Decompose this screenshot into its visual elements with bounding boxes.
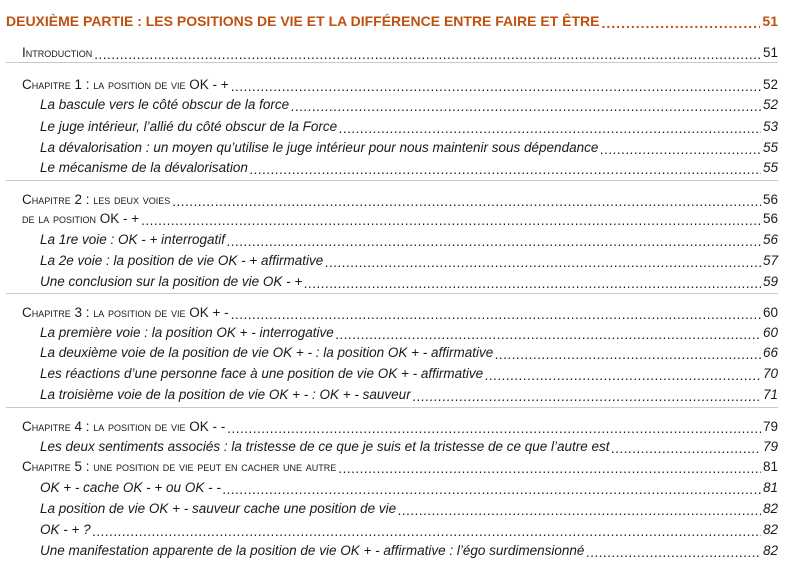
page-number: 82	[762, 522, 778, 537]
toc-entry-section[interactable]	[40, 250, 778, 270]
dot-leader	[304, 275, 761, 291]
page-number: 57	[762, 253, 778, 268]
dot-leader	[227, 420, 761, 436]
toc-entry-section[interactable]	[40, 157, 778, 177]
toc-entry-label: Chapitre 4 : la position de vie OK - -	[22, 419, 226, 434]
toc-entry-chapter-5[interactable]	[22, 456, 778, 476]
dot-leader	[338, 460, 761, 476]
toc-entry-label: Chapitre 1 : la position de vie OK - +	[22, 77, 229, 92]
toc-entry-section[interactable]	[40, 519, 778, 539]
page-number: 56	[762, 211, 778, 226]
toc-entry-section[interactable]	[40, 477, 778, 497]
toc-part-heading[interactable]	[6, 10, 778, 30]
toc-entry-section[interactable]	[40, 229, 778, 249]
dot-leader	[485, 367, 761, 383]
toc-entry-label: Les réactions d’une personne face à une position de vie OK + - affirmative	[40, 366, 484, 381]
page-number: 52	[762, 97, 778, 112]
dot-leader	[231, 78, 761, 94]
page-number: 82	[762, 543, 778, 558]
toc-entry-label: OK - + ?	[40, 522, 91, 537]
toc-entry-label: Les deux sentiments associés : la tristesse de ce que je suis et la tristesse de ce que l’autre est	[40, 439, 610, 454]
separator-line	[6, 407, 778, 408]
toc-entry-label: Une conclusion sur la position de vie OK - +	[40, 274, 303, 289]
toc-entry-chapter-2[interactable]	[22, 189, 778, 209]
toc-entry-label: La première voie : la position OK + - interrogative	[40, 325, 334, 340]
toc-entry-label: Le mécanisme de la dévalorisation	[40, 160, 248, 175]
page-number: 71	[762, 387, 778, 402]
toc-entry-chapter-4[interactable]	[22, 416, 778, 436]
toc-entry-section[interactable]	[40, 540, 778, 560]
toc-entry-label: La troisième voie de la position de vie OK + - : OK + - sauveur	[40, 387, 411, 402]
dot-leader	[291, 98, 761, 114]
toc-entry-chapter-1[interactable]	[22, 74, 778, 94]
dot-leader	[612, 440, 761, 456]
page-number: 55	[762, 160, 778, 175]
toc-entry-label: de la position OK - +	[22, 211, 140, 226]
dot-leader	[413, 388, 761, 404]
toc-entry-label: La dévalorisation : un moyen qu’utilise le juge intérieur pour nous maintenir sous dépendance	[40, 140, 599, 155]
dot-leader	[398, 502, 761, 518]
page-number: 66	[762, 345, 778, 360]
toc-entry-label: Une manifestation apparente de la position de vie OK + - affirmative : l’égo surdimensionné	[40, 543, 585, 558]
page-number: 53	[762, 119, 778, 134]
toc-entry-section[interactable]	[40, 342, 778, 362]
dot-leader	[223, 481, 761, 497]
page-number: 70	[762, 366, 778, 381]
toc-entry-label: Chapitre 2 : les deux voies	[22, 192, 171, 207]
toc-entry-section[interactable]	[40, 384, 778, 404]
dot-leader	[602, 14, 761, 30]
toc-entry-label: Introduction	[22, 45, 93, 60]
toc-entry-section[interactable]	[40, 271, 778, 291]
part-title: DEUXIÈME PARTIE : LES POSITIONS DE VIE ET LA DIFFÉRENCE ENTRE FAIRE ET ÊTRE	[6, 13, 600, 29]
dot-leader	[325, 254, 761, 270]
toc-entry-label: La 2e voie : la position de vie OK - + affirmative	[40, 253, 324, 268]
dot-leader	[586, 544, 761, 560]
page-number: 51	[762, 13, 778, 29]
page-number: 52	[762, 77, 778, 92]
toc-entry-label: La deuxième voie de la position de vie OK + - : la position OK + - affirmative	[40, 345, 494, 360]
toc-entry-section[interactable]	[40, 116, 778, 136]
dot-leader	[227, 233, 761, 249]
toc-entry-label: OK + - cache OK - + ou OK - -	[40, 480, 221, 495]
toc-entry-section[interactable]	[40, 363, 778, 383]
page-number: 79	[762, 419, 778, 434]
dot-leader	[93, 523, 761, 539]
page-number: 81	[762, 459, 778, 474]
toc-entry-label: Chapitre 5 : une position de vie peut en cacher une autre	[22, 459, 337, 474]
toc-entry-section[interactable]	[40, 498, 778, 518]
toc-entry-label: Le juge intérieur, l’allié du côté obscur de la Force	[40, 119, 338, 134]
dot-leader	[231, 306, 761, 322]
dot-leader	[172, 193, 761, 209]
dot-leader	[336, 326, 761, 342]
page-number: 59	[762, 274, 778, 289]
page-number: 60	[762, 305, 778, 320]
dot-leader	[94, 46, 761, 62]
page-number: 56	[762, 232, 778, 247]
page-number: 81	[762, 480, 778, 495]
toc-entry-label: La bascule vers le côté obscur de la force	[40, 97, 290, 112]
toc-entry-section[interactable]	[40, 137, 778, 157]
dot-leader	[495, 346, 761, 362]
separator-line	[6, 293, 778, 294]
separator-line	[6, 180, 778, 181]
page-number: 60	[762, 325, 778, 340]
page-number: 82	[762, 501, 778, 516]
toc-entry-section[interactable]	[40, 322, 778, 342]
toc-entry-label: Chapitre 3 : la position de vie OK + -	[22, 305, 229, 320]
toc-entry-section[interactable]	[40, 94, 778, 114]
page-number: 55	[762, 140, 778, 155]
page-number: 56	[762, 192, 778, 207]
page-number: 79	[762, 439, 778, 454]
dot-leader	[339, 120, 761, 136]
toc-entry-chapter-2-cont[interactable]	[22, 208, 778, 228]
page-number: 51	[762, 45, 778, 60]
toc-entry-introduction[interactable]	[22, 42, 778, 62]
toc-entry-label: La 1re voie : OK - + interrogatif	[40, 232, 225, 247]
toc-entry-chapter-3[interactable]	[22, 302, 778, 322]
dot-leader	[141, 212, 761, 228]
toc-entry-label: La position de vie OK + - sauveur cache une position de vie	[40, 501, 397, 516]
toc-entry-section[interactable]	[40, 436, 778, 456]
dot-leader	[600, 141, 761, 157]
separator-line	[6, 62, 778, 63]
dot-leader	[250, 161, 761, 177]
